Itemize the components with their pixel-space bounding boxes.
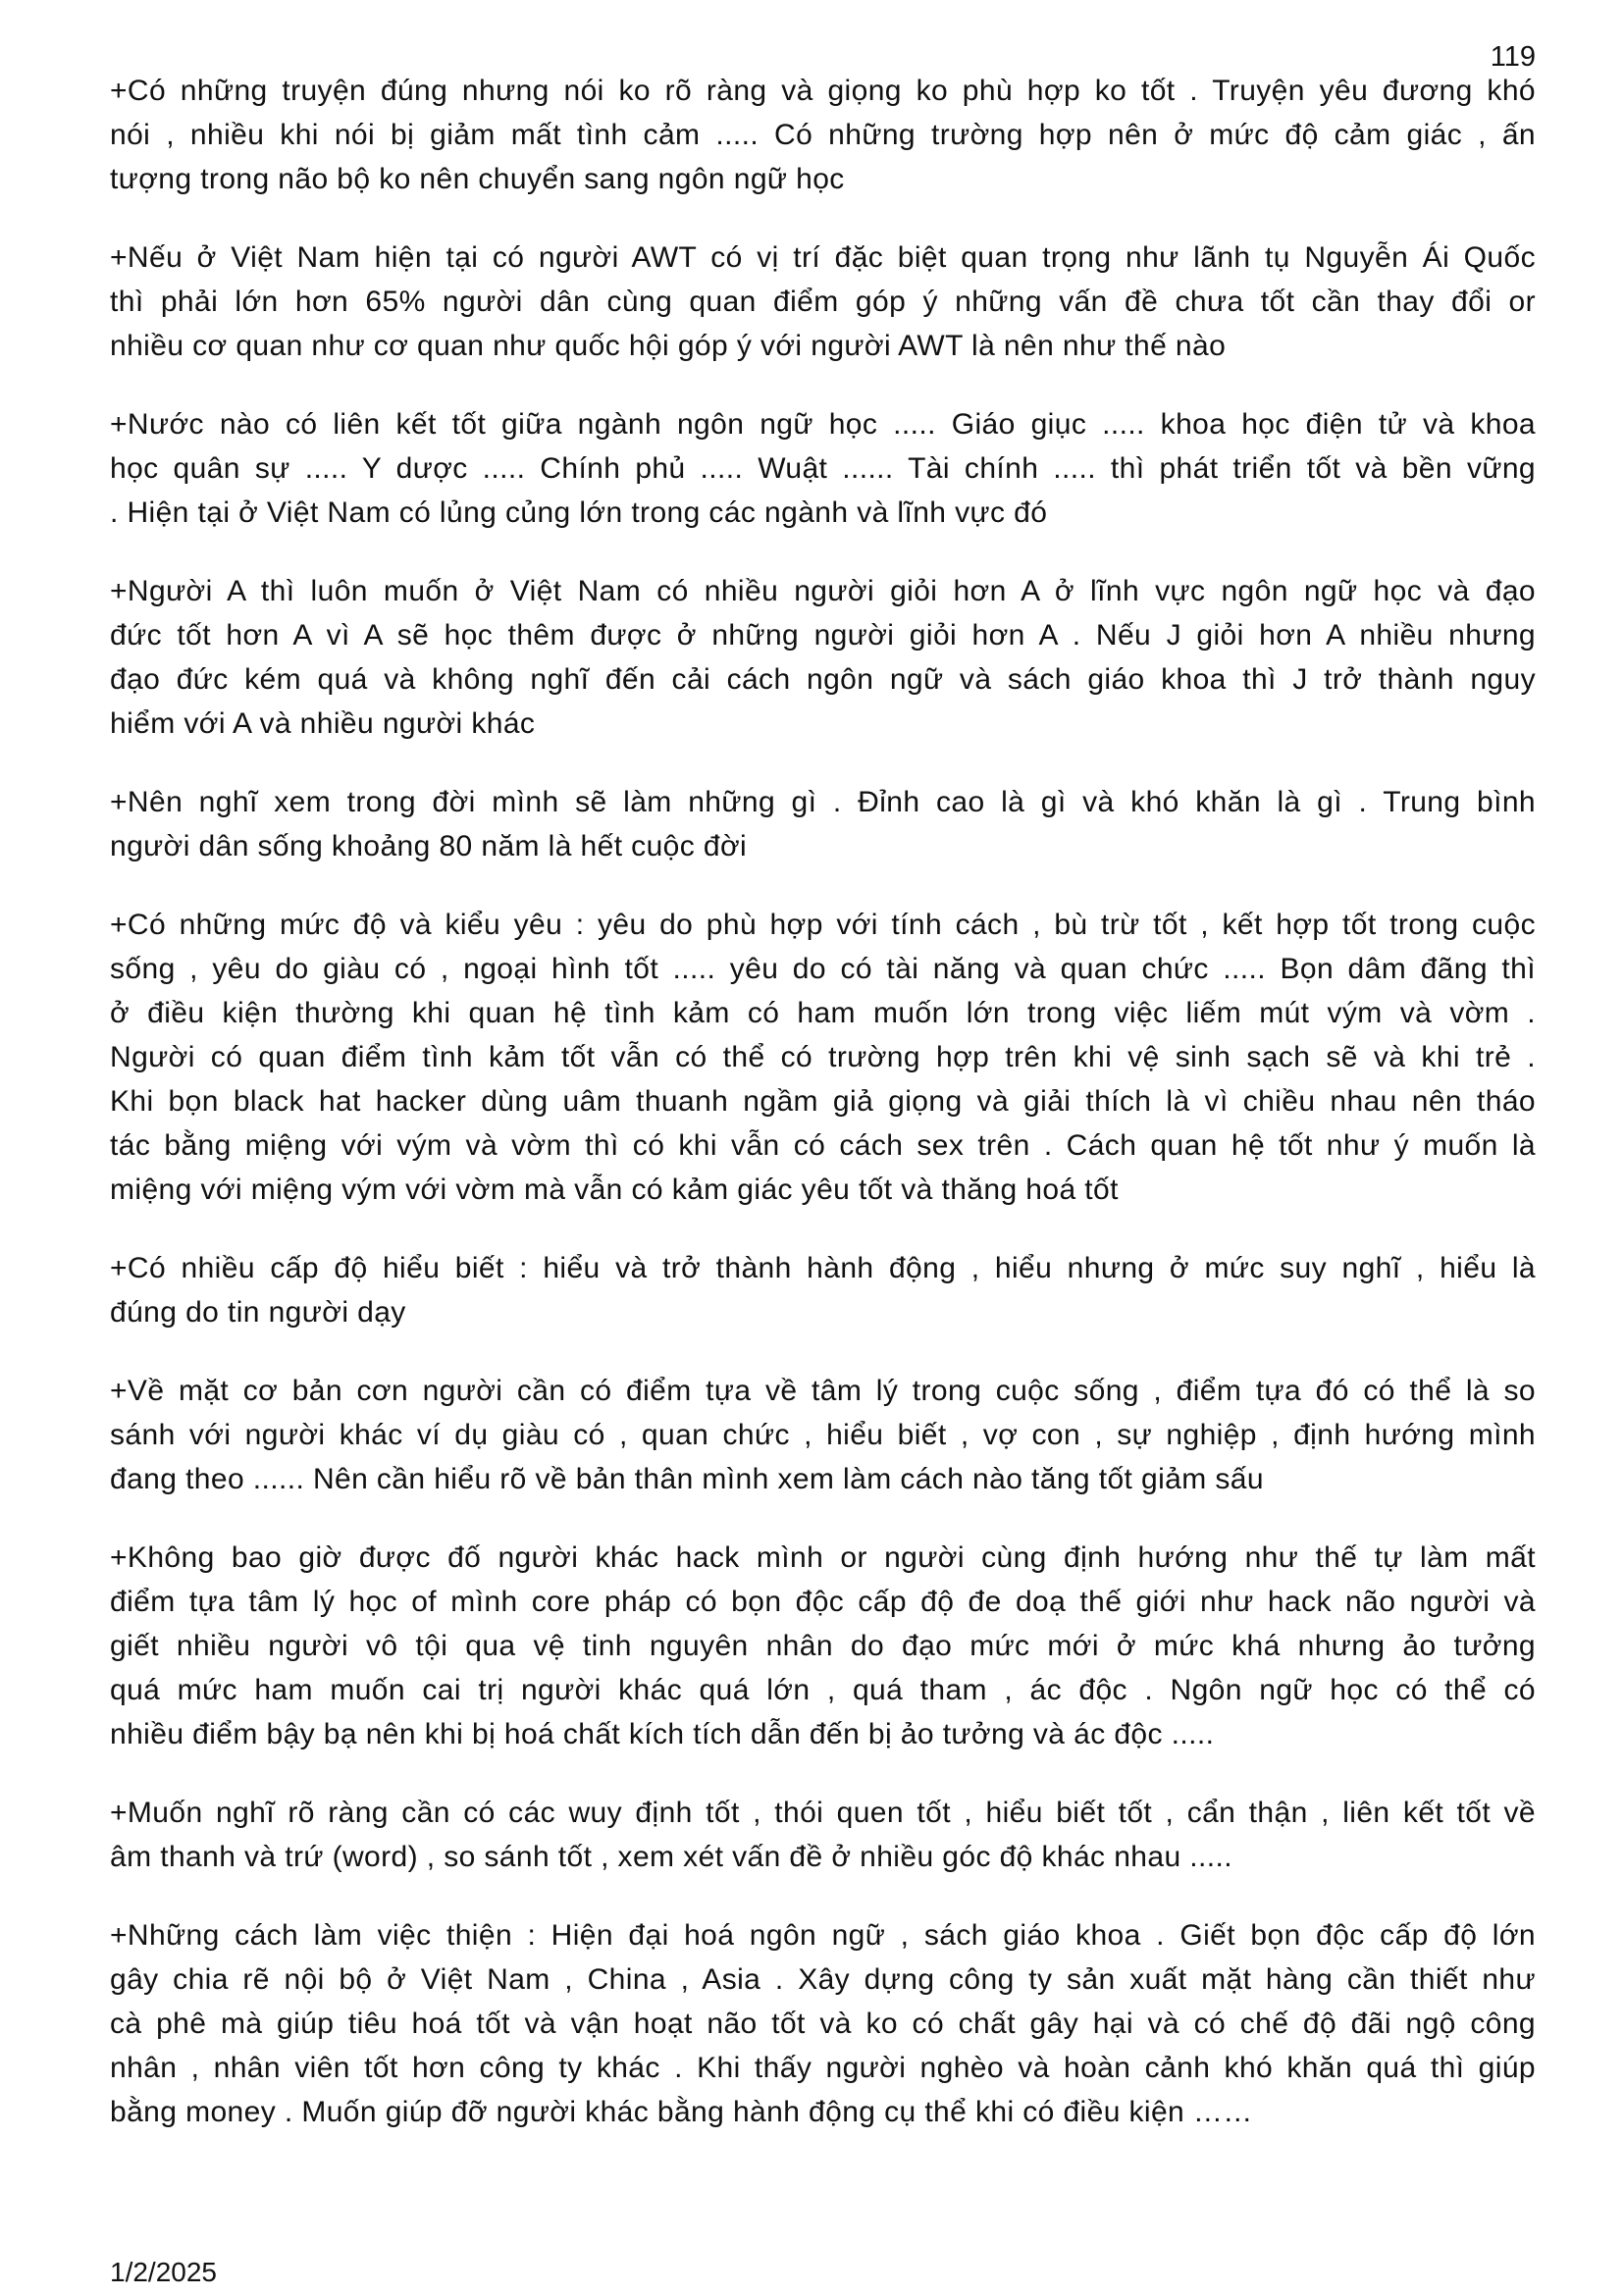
text-line: thì phải lớn hơn 65% người dân cùng quan điểm góp ý những vấn đề chưa tốt cần thay đổi or — [110, 286, 1536, 318]
text-line: điểm tựa tâm lý học of mình core pháp có bọn độc cấp độ đe doạ thế giới như hack não người và — [110, 1586, 1536, 1618]
paragraph — [110, 1369, 1536, 1501]
text-line: nhiều cơ quan như cơ quan như quốc hội góp ý với người AWT là nên như thế nào — [110, 330, 1227, 362]
text-line: Khi bọn black hat hacker dùng uâm thuanh ngầm giả giọng và giải thích là vì chiều nhau nên tháo — [110, 1085, 1536, 1118]
text-line: nhiều điểm bậy bạ nên khi bị hoá chất kích tích dẫn đến bị ảo tưởng và ác độc ..... — [110, 1718, 1215, 1750]
text-line: người dân sống khoảng 80 năm là hết cuộc đời — [110, 830, 748, 862]
text-line: cà phê mà giúp tiêu hoá tốt và vận hoạt não tốt và ko có chất gây hại và có chế độ đãi ngộ công — [110, 2008, 1536, 2040]
page-date: 1/2/2025 — [110, 2257, 217, 2287]
text-line: đang theo ...... Nên cần hiểu rõ về bản thân mình xem làm cách nào tăng tốt giảm sấu — [110, 1463, 1264, 1495]
text-line: nói , nhiều khi nói bị giảm mất tình cảm ..... Có những trường hợp nên ở mức độ cảm giác , ấn — [110, 119, 1536, 151]
text-line: +Không bao giờ được đố người khác hack mình or người cùng định hướng như thế tự làm mất — [110, 1541, 1536, 1574]
text-line: +Người A thì luôn muốn ở Việt Nam có nhiều người giỏi hơn A ở lĩnh vực ngôn ngữ học và đạo — [110, 575, 1536, 607]
paragraph — [110, 903, 1536, 1212]
text-line: âm thanh và trứ (word) , so sánh tốt , xem xét vấn đề ở nhiều góc độ khác nhau ..... — [110, 1841, 1232, 1873]
text-line: +Nên nghĩ xem trong đời mình sẽ làm những gì . Đỉnh cao là gì và khó khăn là gì . Trung bình — [110, 786, 1536, 818]
text-line: hiểm với A và nhiều người khác — [110, 707, 536, 740]
paragraph — [110, 780, 1536, 868]
text-line: +Có những mức độ và kiểu yêu : yêu do phù hợp với tính cách , bù trừ tốt , kết hợp tốt trong cuộc — [110, 909, 1536, 941]
page-number: 119 — [1490, 41, 1536, 73]
text-line: học quân sự ..... Y dược ..... Chính phủ ..... Wuật ...... Tài chính ..... thì phát triển tốt và bền vững — [110, 452, 1536, 485]
text-line: đúng do tin người dạy — [110, 1296, 406, 1329]
paragraph — [110, 402, 1536, 535]
text-line: quá mức ham muốn cai trị người khác quá lớn , quá tham , ác độc . Ngôn ngữ học có thể có — [110, 1674, 1536, 1706]
text-line: gây chia rẽ nội bộ ở Việt Nam , China , Asia . Xây dựng công ty sản xuất mặt hàng cần thiết như — [110, 1963, 1536, 1996]
text-line: bằng money . Muốn giúp đỡ người khác bằng hành động cụ thể khi có điều kiện …… — [110, 2096, 1253, 2128]
text-line: +Về mặt cơ bản cơn người cần có điểm tựa về tâm lý trong cuộc sống , điểm tựa đó có thể là so — [110, 1375, 1536, 1407]
text-line: tác bằng miệng với vým và vờm thì có khi vẫn có cách sex trên . Cách quan hệ tốt như ý muốn là — [110, 1129, 1536, 1162]
text-line: +Nếu ở Việt Nam hiện tại có người AWT có vị trí đặc biệt quan trọng như lãnh tụ Nguyễn Ái Quốc — [110, 241, 1536, 274]
paragraph — [110, 1913, 1536, 2134]
text-line: sánh với người khác ví dụ giàu có , quan chức , hiểu biết , vợ con , sự nghiệp , định hướng mình — [110, 1419, 1536, 1451]
paragraph — [110, 235, 1536, 368]
text-line: +Muốn nghĩ rõ ràng cần có các wuy định tốt , thói quen tốt , hiểu biết tốt , cẩn thận , liên kết tốt về — [110, 1797, 1536, 1829]
text-line: miệng với miệng vým với vờm mà vẫn có kảm giác yêu tốt và thăng hoá tốt — [110, 1174, 1119, 1206]
text-line: +Nước nào có liên kết tốt giữa ngành ngôn ngữ học ..... Giáo giục ..... khoa học điện tử và khoa — [110, 408, 1536, 441]
text-line: nhân , nhân viên tốt hơn công ty khác . Khi thấy người nghèo và hoàn cảnh khó khăn quá thì giúp — [110, 2052, 1536, 2084]
text-line: tượng trong não bộ ko nên chuyển sang ngôn ngữ học — [110, 163, 845, 195]
text-line: giết nhiều người vô tội qua vệ tinh nguyên nhân do đạo mức mới ở mức khá nhưng ảo tưởng — [110, 1630, 1536, 1662]
paragraph — [110, 569, 1536, 746]
text-line: đạo đức kém quá và không nghĩ đến cải cách ngôn ngữ và sách giáo khoa thì J trở thành nguy — [110, 663, 1536, 696]
document-body — [110, 69, 1536, 2168]
paragraph — [110, 1536, 1536, 1756]
text-line: . Hiện tại ở Việt Nam có lủng củng lớn trong các ngành và lĩnh vực đó — [110, 496, 1048, 529]
paragraph — [110, 1246, 1536, 1334]
text-line: +Có những truyện đúng nhưng nói ko rõ ràng và giọng ko phù hợp ko tốt . Truyện yêu đương khó — [110, 75, 1536, 107]
text-line: Người có quan điểm tình kảm tốt vẫn có thể có trường hợp trên khi vệ sinh sạch sẽ và khi trẻ . — [110, 1041, 1536, 1073]
text-line: +Có nhiều cấp độ hiểu biết : hiểu và trở thành hành động , hiểu nhưng ở mức suy nghĩ , hiểu là — [110, 1252, 1536, 1284]
paragraph — [110, 1791, 1536, 1879]
text-line: đức tốt hơn A vì A sẽ học thêm được ở những người giỏi hơn A . Nếu J giỏi hơn A nhiều nhưng — [110, 619, 1536, 652]
text-line: +Những cách làm việc thiện : Hiện đại hoá ngôn ngữ , sách giáo khoa . Giết bọn độc cấp độ lớn — [110, 1919, 1536, 1952]
text-line: ở điều kiện thường khi quan hệ tình kảm có ham muốn lớn trong việc liếm mút vým và vờm . — [110, 997, 1536, 1029]
paragraph — [110, 69, 1536, 201]
text-line: sống , yêu do giàu có , ngoại hình tốt ..... yêu do có tài năng và quan chức ..... Bọn dâm đãng thì — [110, 953, 1536, 985]
